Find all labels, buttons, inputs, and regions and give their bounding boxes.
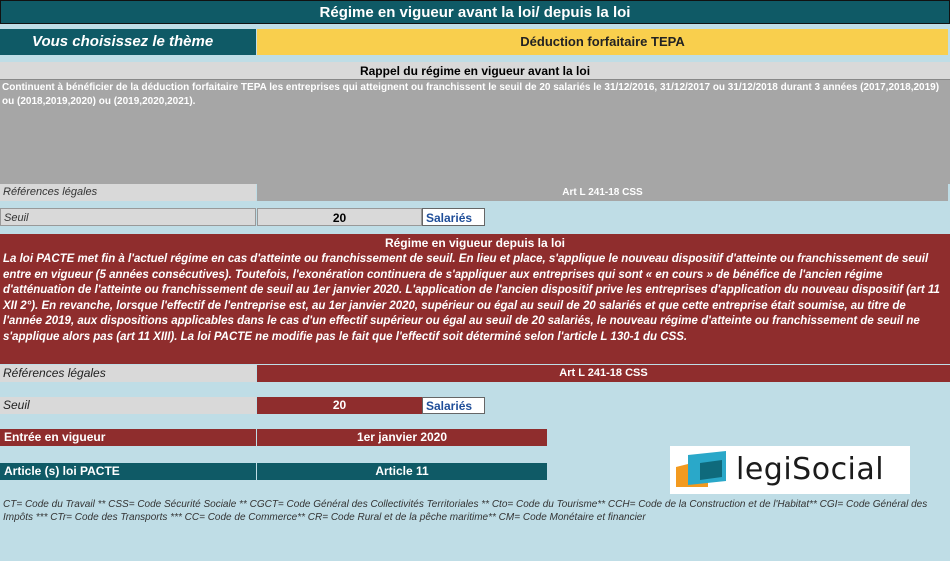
- depuis-text: La loi PACTE met fin à l'actuel régime en cas d'atteinte ou franchissement de seuil. En lieu et place, s'applique le nouveau dispositif d'atteinte ou franchissement de seuil entre en vigueur (5 années consécutives). Toutefois, l'exonération continuera de s'appliquer aux entreprises qui sont « en cours » de bénéfice de l'ancien régime d'atténuation de l'atteinte ou franchissement de seuil au 1er janvier 2020. L'application de l'ancien dispositif prive les entreprises d'application du nouveau dispositif (art 11 XII 2°). En revanche, lorsque l'effectif de l'entreprise est, au 1er janvier 2020, supérieur ou égal au seuil de 20 salariés et que cette entreprise était soumise, au titre de l'année 2019, aux dispositions applicables dans le cas d'un effectif supérieur ou égal au seuil de 20 salariés, le nouveau régime d'atteinte ou franchissement de seuil ne s'applique alors pas (art 11 XIII). La loi PACTE ne modifie pas le fait que l'effectif soit déterminé selon l'article L 130-1 du CSS.: [3, 253, 940, 343]
- theme-label: Vous choisissez le thème: [0, 29, 256, 55]
- depuis-seuil-label: Seuil: [0, 397, 256, 414]
- depuis-ref-label: Références légales: [0, 365, 256, 382]
- avant-seuil-unit: Salariés: [422, 208, 485, 226]
- depuis-seuil-value: 20: [257, 397, 422, 414]
- footer-legend: CT= Code du Travail ** CSS= Code Sécurité Sociale ** CGCT= Code Général des Collectivités Territoriales ** Cto= Code du Tourisme** CCH= Code de la Construction et de l'Habitat** CGI= Code Général des Impôts *** CTr= Code des Transports *** CC= Code de Commerce** CR= Code Rural et de la pêche maritime** CM= Code Monétaire et financier: [0, 494, 950, 531]
- avant-seuil-label: Seuil: [0, 208, 256, 226]
- avant-ref-value: Art L 241-18 CSS: [257, 184, 948, 201]
- entree-value: 1er janvier 2020: [257, 429, 547, 446]
- avant-ref-label: Références légales: [0, 184, 256, 201]
- logo-mark-icon: [674, 449, 736, 493]
- entree-label: Entrée en vigueur: [0, 429, 256, 446]
- bottom-spacer: [0, 531, 950, 561]
- page-title: Régime en vigueur avant la loi/ depuis la loi: [0, 0, 950, 24]
- depuis-heading: Régime en vigueur depuis la loi: [384, 236, 566, 250]
- avant-seuil-value: 20: [257, 208, 422, 226]
- depuis-ref-value: Art L 241-18 CSS: [257, 365, 950, 382]
- depuis-seuil-unit: Salariés: [422, 397, 485, 414]
- logo-text: legiSocial: [736, 452, 885, 487]
- avant-text: Continuent à bénéficier de la déduction forfaitaire TEPA les entreprises qui atteignent ou franchissent le seuil de 20 salariés le 31/12/2016, 31/12/2017 ou 31/12/2018 durant 3 années (2017,2018,2019) ou (2018,2019,2020) ou (2019,2020,2021).: [2, 82, 940, 107]
- avant-heading: Rappel du régime en vigueur avant la loi: [0, 62, 950, 80]
- theme-select[interactable]: Déduction forfaitaire TEPA: [257, 29, 948, 55]
- article-label: Article (s) loi PACTE: [0, 463, 256, 480]
- article-value: Article 11: [257, 463, 547, 480]
- legisocial-logo[interactable]: [670, 446, 910, 496]
